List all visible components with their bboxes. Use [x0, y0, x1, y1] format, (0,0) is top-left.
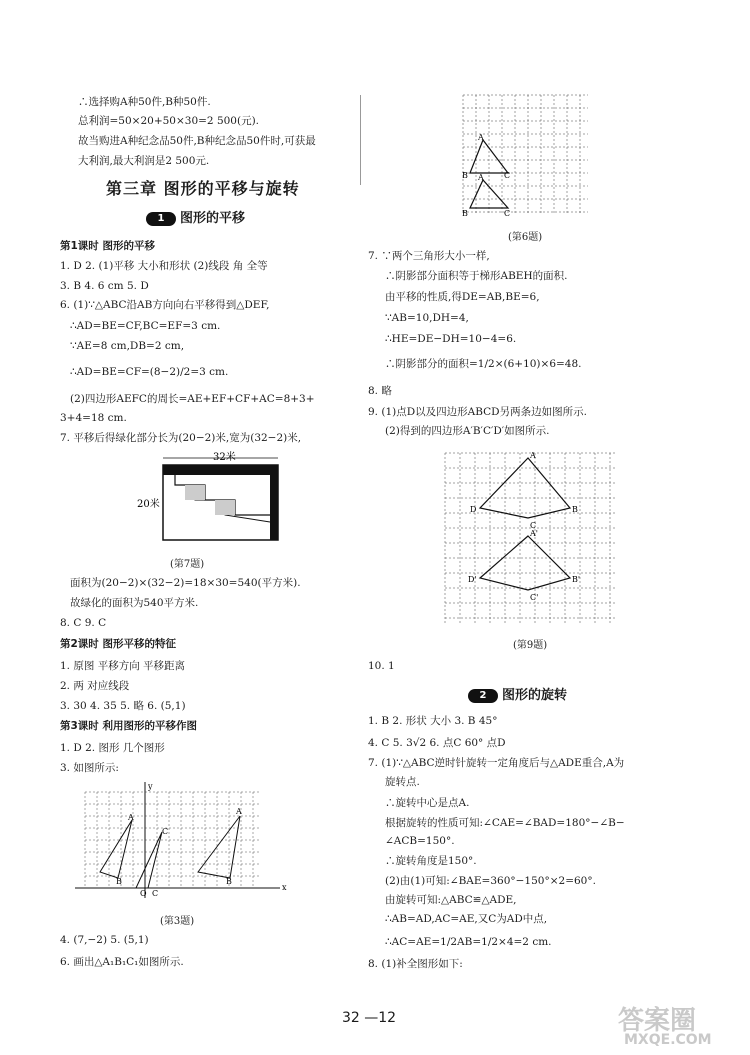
text-line: (2)由(1)可知:∠BAE=360°−150°×2=60°.: [385, 875, 596, 887]
text-line: 6. 画出△A₁B₁C₁如图所示.: [60, 956, 184, 968]
svg-text:C: C: [162, 827, 169, 836]
section-heading: [146, 207, 245, 226]
page-number: 32 —12: [342, 1010, 397, 1026]
text-line: 故绿化的面积为540平方米.: [70, 597, 199, 609]
svg-text:x: x: [282, 883, 287, 892]
text-line: 8. 略: [368, 385, 392, 397]
text-line: 10. 1: [368, 660, 395, 672]
text-line: ∴阴影部分的面积=1/2×(6+10)×6=48.: [385, 358, 582, 370]
figure-7: [135, 450, 360, 550]
text-line: 旋转点.: [385, 776, 420, 788]
column-divider: [360, 95, 361, 185]
svg-text:C: C: [504, 171, 511, 180]
watermark-logo: 答案圈: [618, 1006, 697, 1036]
svg-text:A: A: [478, 173, 484, 182]
text-line: 1. D 2. (1)平移 大小和形状 (2)线段 角 全等: [60, 260, 268, 272]
svg-text:D': D': [468, 575, 477, 584]
text-line: ∴AC=AE=1/2AB=1/2×4=2 cm.: [385, 936, 552, 948]
chapter-title: 第三章 图形的平移与旋转: [106, 179, 300, 198]
figure-3: [70, 780, 295, 900]
text-line: 6. (1)∵△ABC沿AB方向向右平移得到△DEF,: [60, 299, 270, 311]
text-line: ∴旋转中心是点A.: [385, 797, 470, 809]
text-line: 1. D 2. 图形 几个图形: [60, 742, 165, 754]
svg-text:A: A: [530, 451, 536, 460]
text-line: ∠ACB=150°.: [385, 835, 455, 847]
figure-caption: (第3题): [160, 916, 195, 927]
text-line: 1. 原图 平移方向 平移距离: [60, 660, 186, 672]
svg-text:D: D: [470, 505, 477, 514]
text-line: ∴AB=AD,AC=AE,又C为AD中点,: [385, 913, 548, 925]
svg-text:A: A: [236, 807, 242, 816]
text-line: 3+4=18 cm.: [60, 412, 127, 424]
text-line: 3. 如图所示:: [60, 762, 119, 774]
text-line: 2. 两 对应线段: [60, 680, 130, 692]
text-line: 3. B 4. 6 cm 5. D: [60, 280, 149, 292]
text-line: 由旋转可知:△ABC≌△ADE,: [385, 894, 517, 906]
svg-text:B: B: [226, 877, 232, 886]
text-line: 7. ∵两个三角形大小一样,: [368, 250, 490, 262]
text-line: ∵AB=10,DH=4,: [385, 312, 469, 324]
text-line: 4. C 5. 3√2 6. 点C 60° 点D: [368, 737, 506, 749]
svg-text:C: C: [152, 889, 159, 898]
figure-9: [440, 448, 620, 628]
section-heading: [468, 684, 567, 703]
text-line: ∴阴影部分面积等于梯形ABEH的面积.: [385, 270, 568, 282]
svg-text:y: y: [148, 782, 153, 791]
text-line: (2)四边形AEFC的周长=AE+EF+CF+AC=8+3+: [70, 393, 315, 405]
svg-text:A': A': [530, 529, 538, 538]
text-line: ∵AE=8 cm,DB=2 cm,: [70, 340, 185, 352]
lesson-title: 第3课时 利用图形的平移作图: [60, 720, 197, 732]
svg-text:C: C: [530, 521, 537, 530]
text-line: (2)得到的四边形A′B′C′D′如图所示.: [385, 425, 550, 437]
svg-text:C': C': [530, 593, 539, 602]
svg-text:C: C: [504, 209, 511, 218]
svg-text:B': B': [572, 575, 581, 584]
fig7-top-label: 32米: [213, 452, 236, 463]
text-line: 总利润=50×20+50×30=2 500(元).: [78, 115, 260, 127]
svg-text:B: B: [572, 505, 578, 514]
text-line: 故当购进A种纪念品50件,B种纪念品50件时,可获最: [78, 135, 316, 147]
text-line: 大利润,最大利润是2 500元.: [78, 155, 210, 167]
figure-6: [458, 90, 593, 225]
figure-caption: (第7题): [170, 559, 205, 570]
text-line: 7. (1)∵△ABC逆时针旋转一定角度后与△ADE重合,A为: [368, 757, 625, 769]
text-line: 1. B 2. 形状 大小 3. B 45°: [368, 715, 498, 727]
text-line: 3. 30 4. 35 5. 略 6. (5,1): [60, 700, 186, 712]
text-line: 7. 平移后得绿化部分长为(20−2)米,宽为(32−2)米,: [60, 432, 302, 444]
text-line: ∴旋转角度是150°.: [385, 855, 477, 867]
watermark-url: MXQE.COM: [624, 1032, 712, 1048]
text-line: 9. (1)点D以及四边形ABCD另两条边如图所示.: [368, 406, 587, 418]
svg-text:B: B: [462, 171, 468, 180]
text-line: 8. (1)补全图形如下:: [368, 958, 463, 970]
text-line: 面积为(20−2)×(32−2)=18×30=540(平方米).: [70, 577, 301, 589]
svg-text:A: A: [128, 813, 134, 822]
section-badge: 1: [146, 212, 176, 226]
fig7-side-label: 20米: [137, 499, 160, 510]
lesson-title: 第2课时 图形平移的特征: [60, 638, 176, 650]
text-line: ∴AD=BE=CF,BC=EF=3 cm.: [70, 320, 221, 332]
text-line: ∴选择购A种50件,B种50件.: [78, 96, 211, 108]
figure-caption: (第9题): [513, 640, 548, 651]
text-line: 根据旋转的性质可知:∠CAE=∠BAD=180°−∠B−: [385, 817, 625, 829]
section-badge: 2: [468, 689, 498, 703]
text-line: 8. C 9. C: [60, 617, 107, 629]
text-line: ∴AD=BE=CF=(8−2)/2=3 cm.: [70, 366, 229, 378]
text-line: 由平移的性质,得DE=AB,BE=6,: [385, 291, 540, 303]
svg-text:O: O: [140, 889, 147, 898]
section-title: 图形的平移: [180, 211, 246, 226]
svg-text:A: A: [478, 133, 484, 142]
lesson-title: 第1课时 图形的平移: [60, 240, 155, 252]
figure-caption: (第6题): [508, 232, 543, 243]
svg-text:B: B: [116, 877, 122, 886]
section-title: 图形的旋转: [502, 688, 568, 703]
text-line: ∴HE=DE−DH=10−4=6.: [385, 333, 517, 345]
text-line: 4. (7,−2) 5. (5,1): [60, 934, 149, 946]
svg-text:B: B: [462, 209, 468, 218]
